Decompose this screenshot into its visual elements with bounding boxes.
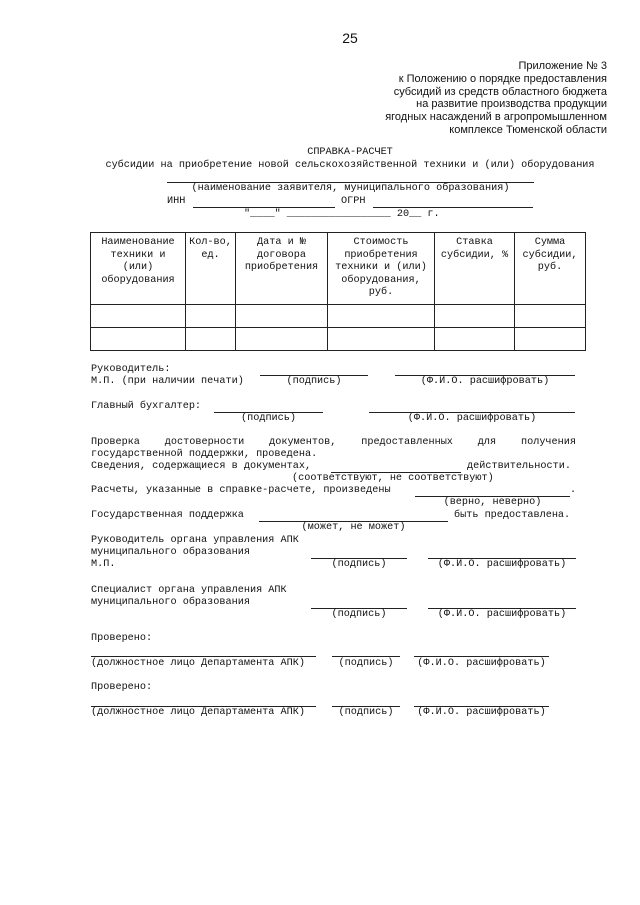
- table-row: [91, 327, 586, 350]
- document-subtitle: субсидии на приобретение новой сельскохозяйственной техники и (или) оборудования: [105, 160, 595, 171]
- appendix-line: ягодных насаждений в агропромышленном: [385, 111, 607, 124]
- apk-specialist-fio-hint: (Ф.И.О. расшифровать): [437, 609, 567, 620]
- appendix-line: Приложение № 3: [518, 60, 607, 72]
- table-cell: [328, 304, 435, 327]
- appendix-line: комплексе Тюменской области: [449, 123, 607, 136]
- checked-fio-line: [414, 656, 549, 657]
- apk-specialist-line-1: Специалист органа управления АПК: [91, 585, 287, 596]
- support-hint: (может, не может): [301, 522, 406, 533]
- checked-fio-hint: (Ф.И.О. расшифровать): [417, 658, 546, 669]
- appendix-line: субсидий из средств областного бюджета: [393, 85, 607, 98]
- column-header-rate: Ставка субсидии, %: [435, 233, 515, 305]
- checked-official-hint: (должностное лицо Департамента АПК): [91, 658, 305, 669]
- table-cell: [236, 304, 328, 327]
- verification-line-2: государственной поддержки, проведена.: [91, 449, 318, 460]
- checked-signature-hint: (подпись): [338, 707, 394, 718]
- column-header-sum: Сумма субсидии, руб.: [515, 233, 586, 305]
- calc-hint: (верно, неверно): [443, 497, 542, 508]
- column-header-quantity: Кол-во, ед.: [186, 233, 236, 305]
- accountant-fio-hint: (Ф.И.О. расшифровать): [407, 413, 537, 424]
- mp-label: М.П. (при наличии печати): [91, 376, 244, 387]
- document-title: СПРАВКА-РАСЧЕТ: [307, 147, 393, 158]
- column-header-name: Наименование техники и (или) оборудования: [91, 233, 186, 305]
- checked-label: Проверено:: [91, 633, 153, 644]
- table-header-row: [91, 233, 586, 305]
- accountant-signature-hint: (подпись): [240, 413, 297, 424]
- info-prefix: Сведения, содержащиеся в документах,: [91, 461, 312, 472]
- info-hint: (соответствуют, не соответствуют): [292, 473, 494, 484]
- verification-line-1: Проверка достоверности документов, предоставленных для получения: [91, 437, 576, 448]
- calc-prefix: Расчеты, указанные в справке-расчете, произведены: [91, 485, 391, 496]
- column-header-contract: Дата и № договора приобретения: [236, 233, 328, 305]
- head-signature-hint: (подпись): [286, 376, 342, 387]
- support-prefix: Государственная поддержка: [91, 510, 244, 521]
- head-fio-hint: (Ф.И.О. расшифровать): [420, 376, 550, 387]
- table-cell: [186, 304, 236, 327]
- table-cell: [515, 304, 586, 327]
- apk-specialist-line-2: муниципального образования: [91, 597, 250, 608]
- appendix-line: к Положению о порядке предоставления: [398, 72, 607, 85]
- calculation-table: [90, 232, 586, 351]
- checked-label: Проверено:: [91, 682, 153, 693]
- apk-specialist-signature-hint: (подпись): [331, 609, 387, 620]
- checked-signature-line: [332, 656, 400, 657]
- table-cell: [91, 304, 186, 327]
- inn-line: [193, 207, 335, 208]
- checked-official-line: [91, 656, 316, 657]
- table-row: [91, 304, 586, 327]
- chief-accountant-label: Главный бухгалтер:: [91, 401, 202, 412]
- table-cell: [515, 327, 586, 350]
- table-cell: [328, 327, 435, 350]
- apk-head-line-2: муниципального образования: [91, 547, 250, 558]
- column-header-cost: Стоимость приобретения техники и (или) оборудования, руб.: [328, 233, 435, 305]
- head-label: Руководитель:: [91, 364, 171, 375]
- ogrn-line: [373, 207, 533, 208]
- apk-head-fio-hint: (Ф.И.О. расшифровать): [437, 559, 567, 570]
- applicant-hint: (наименование заявителя, муниципального образования): [191, 183, 510, 194]
- appendix-header: [287, 60, 607, 137]
- table-cell: [435, 304, 515, 327]
- table-cell: [186, 327, 236, 350]
- table-cell: [236, 327, 328, 350]
- checked-official-hint: (должностное лицо Департамента АПК): [91, 707, 305, 718]
- checked-signature-hint: (подпись): [338, 658, 394, 669]
- table-cell: [91, 327, 186, 350]
- ogrn-label: ОГРН: [341, 196, 366, 207]
- appendix-line: на развитие производства продукции: [416, 98, 607, 111]
- apk-head-line-1: Руководитель органа управления АПК: [91, 535, 299, 546]
- apk-head-mp: М.П.: [91, 559, 116, 570]
- support-suffix: быть предоставлена.: [454, 510, 571, 521]
- inn-label: ИНН: [167, 196, 186, 207]
- page-number: 25: [342, 30, 358, 46]
- date-line: "____" _________________ 20__ г.: [244, 209, 440, 220]
- calc-suffix: .: [570, 485, 577, 496]
- table-cell: [435, 327, 515, 350]
- apk-head-signature-hint: (подпись): [331, 559, 387, 570]
- info-suffix: действительности.: [467, 461, 571, 472]
- checked-fio-hint: (Ф.И.О. расшифровать): [417, 707, 546, 718]
